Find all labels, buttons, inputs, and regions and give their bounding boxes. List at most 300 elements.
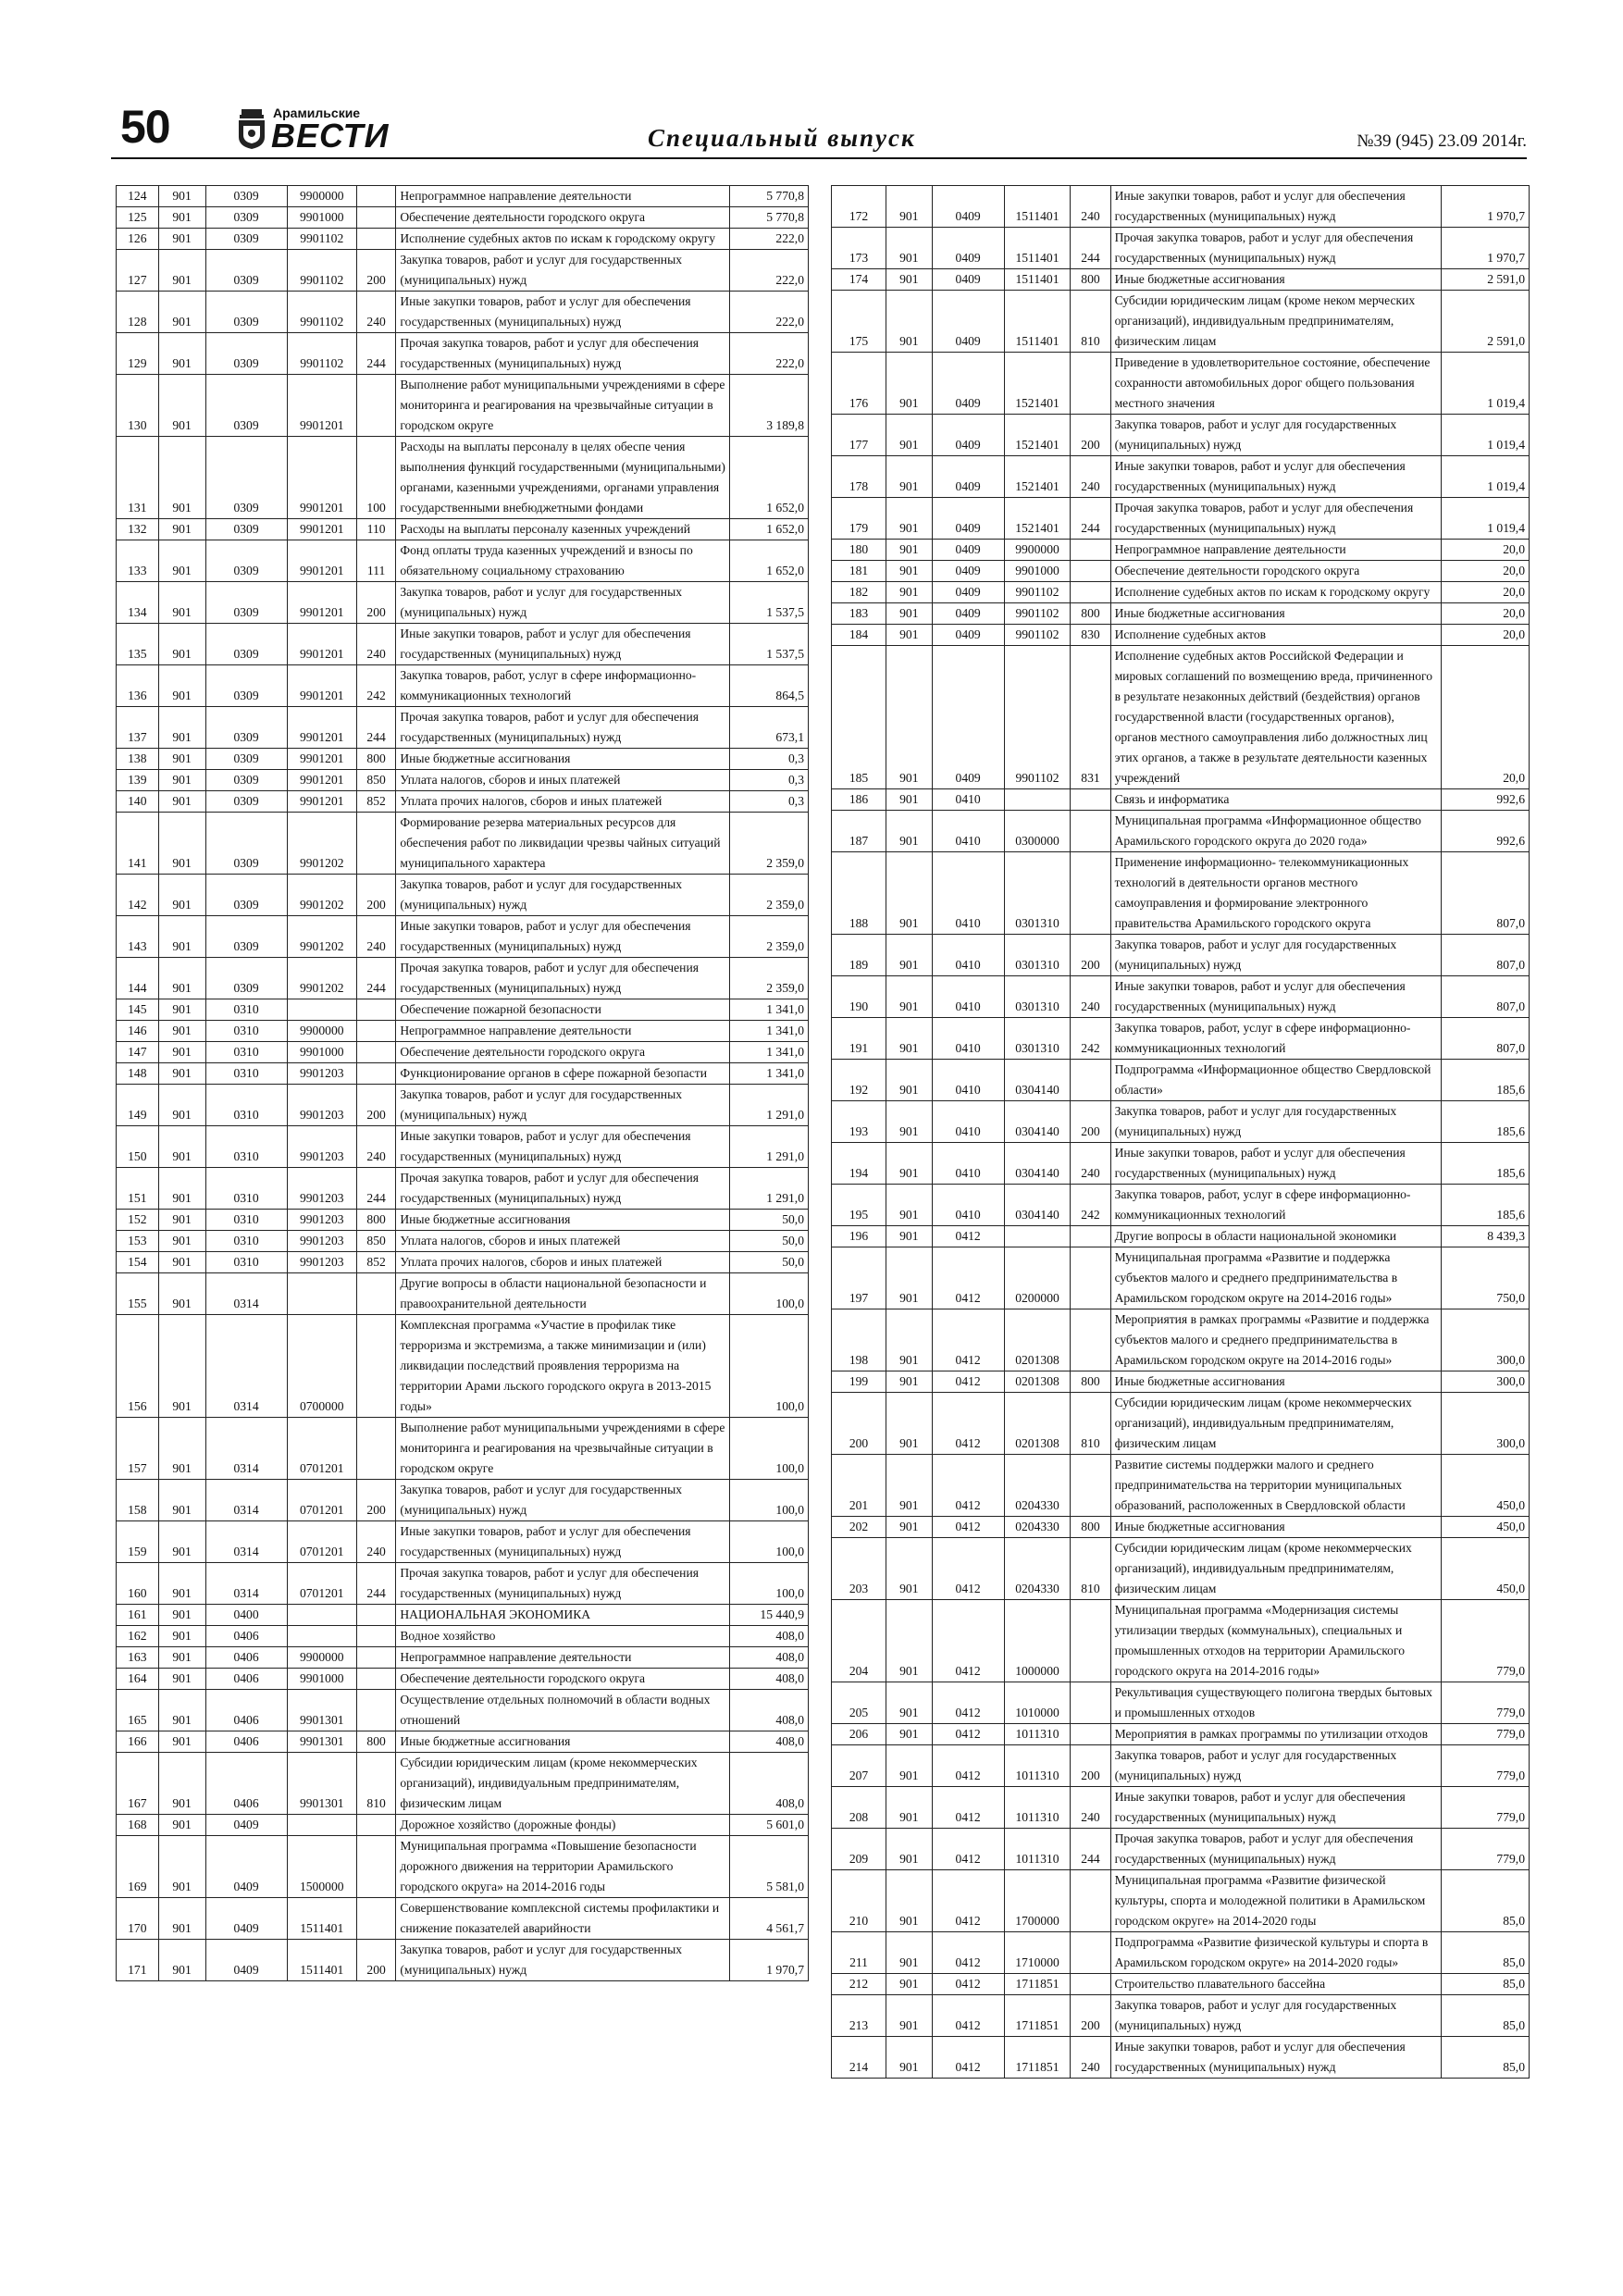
expense-type: [356, 186, 395, 207]
row-amount: 185,6: [1442, 1185, 1530, 1226]
row-name: Закупка товаров, работ, услуг в сфере информационно-коммуникационных технологий: [1110, 1185, 1441, 1226]
table-row: [832, 1682, 1530, 1724]
table-row: [117, 292, 809, 333]
expense-type: 200: [1071, 415, 1110, 456]
expense-type: 200: [356, 1940, 395, 1981]
table-row: [832, 1185, 1530, 1226]
row-name: Уплата налогов, сборов и иных платежей: [396, 1231, 730, 1252]
expense-type: 240: [1071, 1143, 1110, 1185]
section-code: 0410: [932, 1018, 1004, 1060]
row-number: 189: [832, 935, 886, 976]
row-amount: 20,0: [1442, 625, 1530, 646]
row-amount: 85,0: [1442, 2037, 1530, 2079]
target-code: 9901202: [287, 813, 356, 875]
section-code: 0310: [205, 1231, 287, 1252]
row-amount: 20,0: [1442, 603, 1530, 625]
row-number: 210: [832, 1870, 886, 1932]
row-name: Иные закупки товаров, работ и услуг для обеспечения государственных (муниципальных) нужд: [396, 1521, 730, 1563]
row-amount: 20,0: [1442, 646, 1530, 789]
expense-type: [356, 1605, 395, 1626]
grbs-code: 901: [886, 1787, 933, 1829]
table-row: [832, 582, 1530, 603]
row-name: Иные закупки товаров, работ и услуг для обеспечения государственных (муниципальных) нужд: [1110, 2037, 1441, 2079]
row-name: Субсидии юридическим лицам (кроме некоммерческих организаций), индивидуальным предпринимателям, физическим лицам: [1110, 1393, 1441, 1455]
grbs-code: 901: [886, 976, 933, 1018]
row-amount: 807,0: [1442, 1018, 1530, 1060]
target-code: [1004, 789, 1071, 811]
grbs-code: 901: [158, 1418, 205, 1480]
row-number: 198: [832, 1309, 886, 1371]
target-code: 9901102: [1004, 625, 1071, 646]
table-row: [117, 1669, 809, 1690]
row-number: 195: [832, 1185, 886, 1226]
row-number: 194: [832, 1143, 886, 1185]
table-row: [832, 1143, 1530, 1185]
grbs-code: 901: [158, 875, 205, 916]
grbs-code: 901: [886, 1143, 933, 1185]
row-number: 200: [832, 1393, 886, 1455]
target-code: 9901000: [287, 1669, 356, 1690]
section-code: 0412: [932, 1393, 1004, 1455]
target-code: 0301310: [1004, 935, 1071, 976]
target-code: 9901102: [1004, 603, 1071, 625]
expense-type: [1071, 811, 1110, 852]
expense-type: [356, 207, 395, 229]
row-number: 163: [117, 1647, 159, 1669]
row-amount: 5 770,8: [730, 186, 809, 207]
expense-type: 242: [1071, 1185, 1110, 1226]
target-code: 9901201: [287, 749, 356, 770]
row-name: Выполнение работ муниципальными учреждениями в сфере мониторинга и реагирования на чрезвычайные ситуации в городском округе: [396, 1418, 730, 1480]
grbs-code: 901: [158, 707, 205, 749]
grbs-code: 901: [886, 852, 933, 935]
expense-type: 244: [356, 1563, 395, 1605]
grbs-code: 901: [158, 1273, 205, 1315]
expense-type: 200: [356, 875, 395, 916]
table-row: [117, 186, 809, 207]
row-name: Обеспечение деятельности городского округа: [1110, 561, 1441, 582]
row-amount: 1 291,0: [730, 1085, 809, 1126]
target-code: 0301310: [1004, 1018, 1071, 1060]
table-row: [832, 1371, 1530, 1393]
row-name: Уплата прочих налогов, сборов и иных платежей: [396, 791, 730, 813]
row-number: 142: [117, 875, 159, 916]
grbs-code: 901: [158, 1168, 205, 1210]
grbs-code: 901: [158, 1836, 205, 1898]
section-code: 0314: [205, 1563, 287, 1605]
expense-type: 200: [356, 582, 395, 624]
section-code: 0310: [205, 999, 287, 1021]
row-number: 147: [117, 1042, 159, 1063]
row-number: 141: [117, 813, 159, 875]
row-name: Закупка товаров, работ и услуг для государственных (муниципальных) нужд: [396, 875, 730, 916]
expense-type: 852: [356, 791, 395, 813]
target-code: 9901102: [287, 250, 356, 292]
table-row: [117, 707, 809, 749]
row-number: 130: [117, 375, 159, 437]
grbs-code: 901: [886, 1226, 933, 1247]
target-code: 9901102: [287, 333, 356, 375]
target-code: 1711851: [1004, 2037, 1071, 2079]
row-number: 126: [117, 229, 159, 250]
target-code: 9901201: [287, 540, 356, 582]
row-number: 162: [117, 1626, 159, 1647]
row-name: Закупка товаров, работ, услуг в сфере информационно-коммуникационных технологий: [396, 665, 730, 707]
row-amount: 222,0: [730, 229, 809, 250]
expense-type: [356, 1815, 395, 1836]
table-row: [117, 375, 809, 437]
expense-type: 800: [1071, 269, 1110, 291]
row-amount: 85,0: [1442, 1932, 1530, 1974]
target-code: 1511401: [287, 1898, 356, 1940]
section-code: 0412: [932, 1247, 1004, 1309]
target-code: [287, 1626, 356, 1647]
row-number: 138: [117, 749, 159, 770]
table-row: [117, 1273, 809, 1315]
row-number: 188: [832, 852, 886, 935]
grbs-code: 901: [158, 1815, 205, 1836]
target-code: 0304140: [1004, 1143, 1071, 1185]
row-number: 139: [117, 770, 159, 791]
row-amount: 450,0: [1442, 1455, 1530, 1517]
row-amount: 20,0: [1442, 582, 1530, 603]
section-code: 0409: [932, 561, 1004, 582]
section-code: 0406: [205, 1647, 287, 1669]
grbs-code: 901: [158, 1252, 205, 1273]
expense-type: [356, 1836, 395, 1898]
row-amount: 222,0: [730, 333, 809, 375]
row-name: Приведение в удовлетворительное состояние, обеспечение сохранности автомобильных дорог общего пользования местного значения: [1110, 353, 1441, 415]
grbs-code: 901: [886, 1682, 933, 1724]
row-name: Прочая закупка товаров, работ и услуг для обеспечения государственных (муниципальных) нужд: [1110, 1829, 1441, 1870]
row-amount: 185,6: [1442, 1060, 1530, 1101]
table-row: [117, 1252, 809, 1273]
target-code: [287, 999, 356, 1021]
target-code: 1011310: [1004, 1724, 1071, 1745]
grbs-code: 901: [886, 789, 933, 811]
row-number: 133: [117, 540, 159, 582]
target-code: 9901202: [287, 916, 356, 958]
expense-type: [356, 999, 395, 1021]
table-row: [117, 1836, 809, 1898]
row-number: 145: [117, 999, 159, 1021]
row-amount: 222,0: [730, 292, 809, 333]
row-amount: 100,0: [730, 1418, 809, 1480]
row-number: 208: [832, 1787, 886, 1829]
row-name: Другие вопросы в области национальной экономики: [1110, 1226, 1441, 1247]
expense-type: [356, 813, 395, 875]
expense-type: 200: [356, 1480, 395, 1521]
grbs-code: 901: [158, 1315, 205, 1418]
row-number: 191: [832, 1018, 886, 1060]
section-code: 0309: [205, 207, 287, 229]
row-amount: 807,0: [1442, 852, 1530, 935]
row-amount: 1 291,0: [730, 1168, 809, 1210]
row-number: 192: [832, 1060, 886, 1101]
target-code: 9900000: [1004, 540, 1071, 561]
row-name: Мероприятия в рамках программы по утилизации отходов: [1110, 1724, 1441, 1745]
section-code: 0406: [205, 1731, 287, 1753]
page-header: [111, 100, 1527, 157]
table-row: [117, 749, 809, 770]
grbs-code: 901: [158, 1231, 205, 1252]
expense-type: [1071, 789, 1110, 811]
grbs-code: 901: [158, 624, 205, 665]
table-row: [117, 437, 809, 519]
row-number: 190: [832, 976, 886, 1018]
target-code: 1710000: [1004, 1932, 1071, 1974]
grbs-code: 901: [158, 916, 205, 958]
expense-type: 111: [356, 540, 395, 582]
table-row: [117, 1940, 809, 1981]
target-code: 0701201: [287, 1563, 356, 1605]
grbs-code: 901: [158, 1753, 205, 1815]
row-name: Иные закупки товаров, работ и услуг для обеспечения государственных (муниципальных) нужд: [1110, 456, 1441, 498]
expense-type: [356, 1626, 395, 1647]
section-code: 0409: [932, 540, 1004, 561]
section-code: 0410: [932, 811, 1004, 852]
section-code: 0310: [205, 1168, 287, 1210]
grbs-code: 901: [158, 813, 205, 875]
expense-type: 242: [1071, 1018, 1110, 1060]
row-amount: 8 439,3: [1442, 1226, 1530, 1247]
row-amount: 1 341,0: [730, 999, 809, 1021]
section-code: 0309: [205, 229, 287, 250]
row-amount: 0,3: [730, 749, 809, 770]
target-code: 9901201: [287, 375, 356, 437]
row-name: Непрограммное направление деятельности: [396, 1647, 730, 1669]
row-amount: 408,0: [730, 1669, 809, 1690]
expense-type: 830: [1071, 625, 1110, 646]
row-name: Муниципальная программа «Развитие и поддержка субъектов малого и среднего предпринимательства в Арамильском городском округе на 2014-2016 годы»: [1110, 1247, 1441, 1309]
row-amount: 100,0: [730, 1563, 809, 1605]
target-code: 9900000: [287, 186, 356, 207]
table-row: [117, 624, 809, 665]
row-number: 134: [117, 582, 159, 624]
row-number: 207: [832, 1745, 886, 1787]
target-code: 9901301: [287, 1690, 356, 1731]
row-name: Иные закупки товаров, работ и услуг для обеспечения государственных (муниципальных) нужд: [396, 624, 730, 665]
row-amount: 100,0: [730, 1521, 809, 1563]
table-row: [117, 791, 809, 813]
target-code: 0204330: [1004, 1517, 1071, 1538]
row-name: Иные закупки товаров, работ и услуг для обеспечения государственных (муниципальных) нужд: [1110, 976, 1441, 1018]
row-name: Иные закупки товаров, работ и услуг для обеспечения государственных (муниципальных) нужд: [1110, 1143, 1441, 1185]
row-number: 140: [117, 791, 159, 813]
row-amount: 100,0: [730, 1480, 809, 1521]
row-amount: 1 970,7: [1442, 186, 1530, 228]
row-name: Иные бюджетные ассигнования: [1110, 1371, 1441, 1393]
row-number: 174: [832, 269, 886, 291]
table-row: [117, 519, 809, 540]
row-number: 171: [117, 1940, 159, 1981]
section-code: 0409: [205, 1940, 287, 1981]
row-amount: 0,3: [730, 770, 809, 791]
row-name: Рекультивация существующего полигона твердых бытовых и промышленных отходов: [1110, 1682, 1441, 1724]
target-code: 0304140: [1004, 1060, 1071, 1101]
section-code: 0412: [932, 1226, 1004, 1247]
row-name: Применение информационно- телекоммуникационных технологий в деятельности органов местного самоуправления и формирование электронного правительства Арамильского городского округа: [1110, 852, 1441, 935]
row-amount: 20,0: [1442, 540, 1530, 561]
section-code: 0309: [205, 375, 287, 437]
grbs-code: 901: [886, 1309, 933, 1371]
row-amount: 5 601,0: [730, 1815, 809, 1836]
grbs-code: 901: [158, 999, 205, 1021]
grbs-code: 901: [886, 1724, 933, 1745]
section-code: 0412: [932, 1787, 1004, 1829]
row-name: Обеспечение деятельности городского округа: [396, 1669, 730, 1690]
row-amount: 5 770,8: [730, 207, 809, 229]
row-name: Закупка товаров, работ, услуг в сфере информационно-коммуникационных технологий: [1110, 1018, 1441, 1060]
grbs-code: 901: [158, 1731, 205, 1753]
row-name: Муниципальная программа «Повышение безопасности дорожного движения на территории Арамильского городского округа» на 2014-2016 годы: [396, 1836, 730, 1898]
section-code: 0409: [932, 353, 1004, 415]
expense-type: 244: [356, 1168, 395, 1210]
grbs-code: 901: [158, 749, 205, 770]
expense-type: 240: [1071, 976, 1110, 1018]
row-amount: 779,0: [1442, 1829, 1530, 1870]
grbs-code: 901: [158, 1669, 205, 1690]
row-name: Прочая закупка товаров, работ и услуг для обеспечения государственных (муниципальных) нужд: [1110, 498, 1441, 540]
row-amount: 1 291,0: [730, 1126, 809, 1168]
section-code: 0314: [205, 1273, 287, 1315]
grbs-code: 901: [158, 1563, 205, 1605]
table-row: [117, 1815, 809, 1836]
grbs-code: 901: [158, 1210, 205, 1231]
expense-type: 850: [356, 1231, 395, 1252]
table-row: [117, 229, 809, 250]
table-row: [117, 540, 809, 582]
row-name: Закупка товаров, работ и услуг для государственных (муниципальных) нужд: [1110, 415, 1441, 456]
budget-table-left: [116, 185, 809, 1981]
target-code: [287, 1273, 356, 1315]
grbs-code: 901: [886, 1393, 933, 1455]
section-code: 0409: [205, 1898, 287, 1940]
row-number: 158: [117, 1480, 159, 1521]
expense-type: 200: [1071, 1101, 1110, 1143]
row-name: Закупка товаров, работ и услуг для государственных (муниципальных) нужд: [396, 1480, 730, 1521]
table-row: [117, 207, 809, 229]
table-row: [117, 333, 809, 375]
section-code: 0409: [932, 456, 1004, 498]
logo-subtitle: Арамильские: [273, 105, 361, 120]
target-code: 1521401: [1004, 415, 1071, 456]
expense-type: [1071, 852, 1110, 935]
row-number: 157: [117, 1418, 159, 1480]
row-name: Закупка товаров, работ и услуг для государственных (муниципальных) нужд: [1110, 1745, 1441, 1787]
table-row: [832, 415, 1530, 456]
row-amount: 450,0: [1442, 1517, 1530, 1538]
expense-type: [1071, 1226, 1110, 1247]
row-number: 204: [832, 1600, 886, 1682]
row-amount: 992,6: [1442, 789, 1530, 811]
grbs-code: 901: [886, 582, 933, 603]
section-code: 0412: [932, 1745, 1004, 1787]
row-amount: 1 341,0: [730, 1042, 809, 1063]
row-amount: 864,5: [730, 665, 809, 707]
grbs-code: 901: [886, 456, 933, 498]
expense-type: [1071, 540, 1110, 561]
section-code: 0406: [205, 1626, 287, 1647]
target-code: [1004, 1226, 1071, 1247]
row-amount: 222,0: [730, 250, 809, 292]
grbs-code: 901: [886, 1600, 933, 1682]
target-code: 9901102: [287, 292, 356, 333]
grbs-code: 901: [158, 665, 205, 707]
row-name: Расходы на выплаты персоналу казенных учреждений: [396, 519, 730, 540]
section-code: 0412: [932, 1974, 1004, 1995]
section-code: 0309: [205, 624, 287, 665]
section-code: 0409: [932, 228, 1004, 269]
expense-type: 800: [1071, 603, 1110, 625]
row-name: Прочая закупка товаров, работ и услуг для обеспечения государственных (муниципальных) нужд: [396, 707, 730, 749]
row-amount: 300,0: [1442, 1393, 1530, 1455]
section-code: 0406: [205, 1690, 287, 1731]
table-row: [832, 269, 1530, 291]
row-amount: 992,6: [1442, 811, 1530, 852]
row-amount: 5 581,0: [730, 1836, 809, 1898]
row-name: Исполнение судебных актов: [1110, 625, 1441, 646]
target-code: 0701201: [287, 1418, 356, 1480]
target-code: [287, 1815, 356, 1836]
grbs-code: 901: [886, 498, 933, 540]
row-amount: 408,0: [730, 1647, 809, 1669]
table-row: [832, 1974, 1530, 1995]
row-number: 203: [832, 1538, 886, 1600]
table-row: [832, 291, 1530, 353]
row-name: Закупка товаров, работ и услуг для государственных (муниципальных) нужд: [1110, 1101, 1441, 1143]
table-row: [832, 1870, 1530, 1932]
grbs-code: 901: [886, 228, 933, 269]
coat-of-arms-icon: [236, 107, 267, 150]
section-code: 0410: [932, 935, 1004, 976]
grbs-code: 901: [886, 540, 933, 561]
row-amount: 1 652,0: [730, 540, 809, 582]
section-code: 0310: [205, 1126, 287, 1168]
row-number: 143: [117, 916, 159, 958]
target-code: 0301310: [1004, 976, 1071, 1018]
section-code: 0410: [932, 852, 1004, 935]
grbs-code: 901: [158, 1063, 205, 1085]
row-number: 152: [117, 1210, 159, 1231]
row-amount: 1 970,7: [730, 1940, 809, 1981]
grbs-code: 901: [158, 1940, 205, 1981]
grbs-code: 901: [886, 186, 933, 228]
target-code: 0204330: [1004, 1455, 1071, 1517]
row-name: Иные закупки товаров, работ и услуг для обеспечения государственных (муниципальных) нужд: [396, 292, 730, 333]
table-row: [117, 1480, 809, 1521]
grbs-code: 901: [158, 958, 205, 999]
row-number: 187: [832, 811, 886, 852]
row-amount: 85,0: [1442, 1870, 1530, 1932]
table-row: [832, 1455, 1530, 1517]
target-code: 1011310: [1004, 1829, 1071, 1870]
target-code: 9901201: [287, 519, 356, 540]
row-amount: 2 359,0: [730, 875, 809, 916]
expense-type: 240: [356, 916, 395, 958]
section-code: 0409: [932, 415, 1004, 456]
section-code: 0309: [205, 540, 287, 582]
expense-type: [356, 1690, 395, 1731]
table-row: [832, 1724, 1530, 1745]
expense-type: [1071, 1932, 1110, 1974]
table-row: [832, 1247, 1530, 1309]
table-row: [117, 1168, 809, 1210]
grbs-code: 901: [158, 1521, 205, 1563]
table-row: [832, 852, 1530, 935]
grbs-code: 901: [886, 1974, 933, 1995]
expense-type: 810: [1071, 291, 1110, 353]
